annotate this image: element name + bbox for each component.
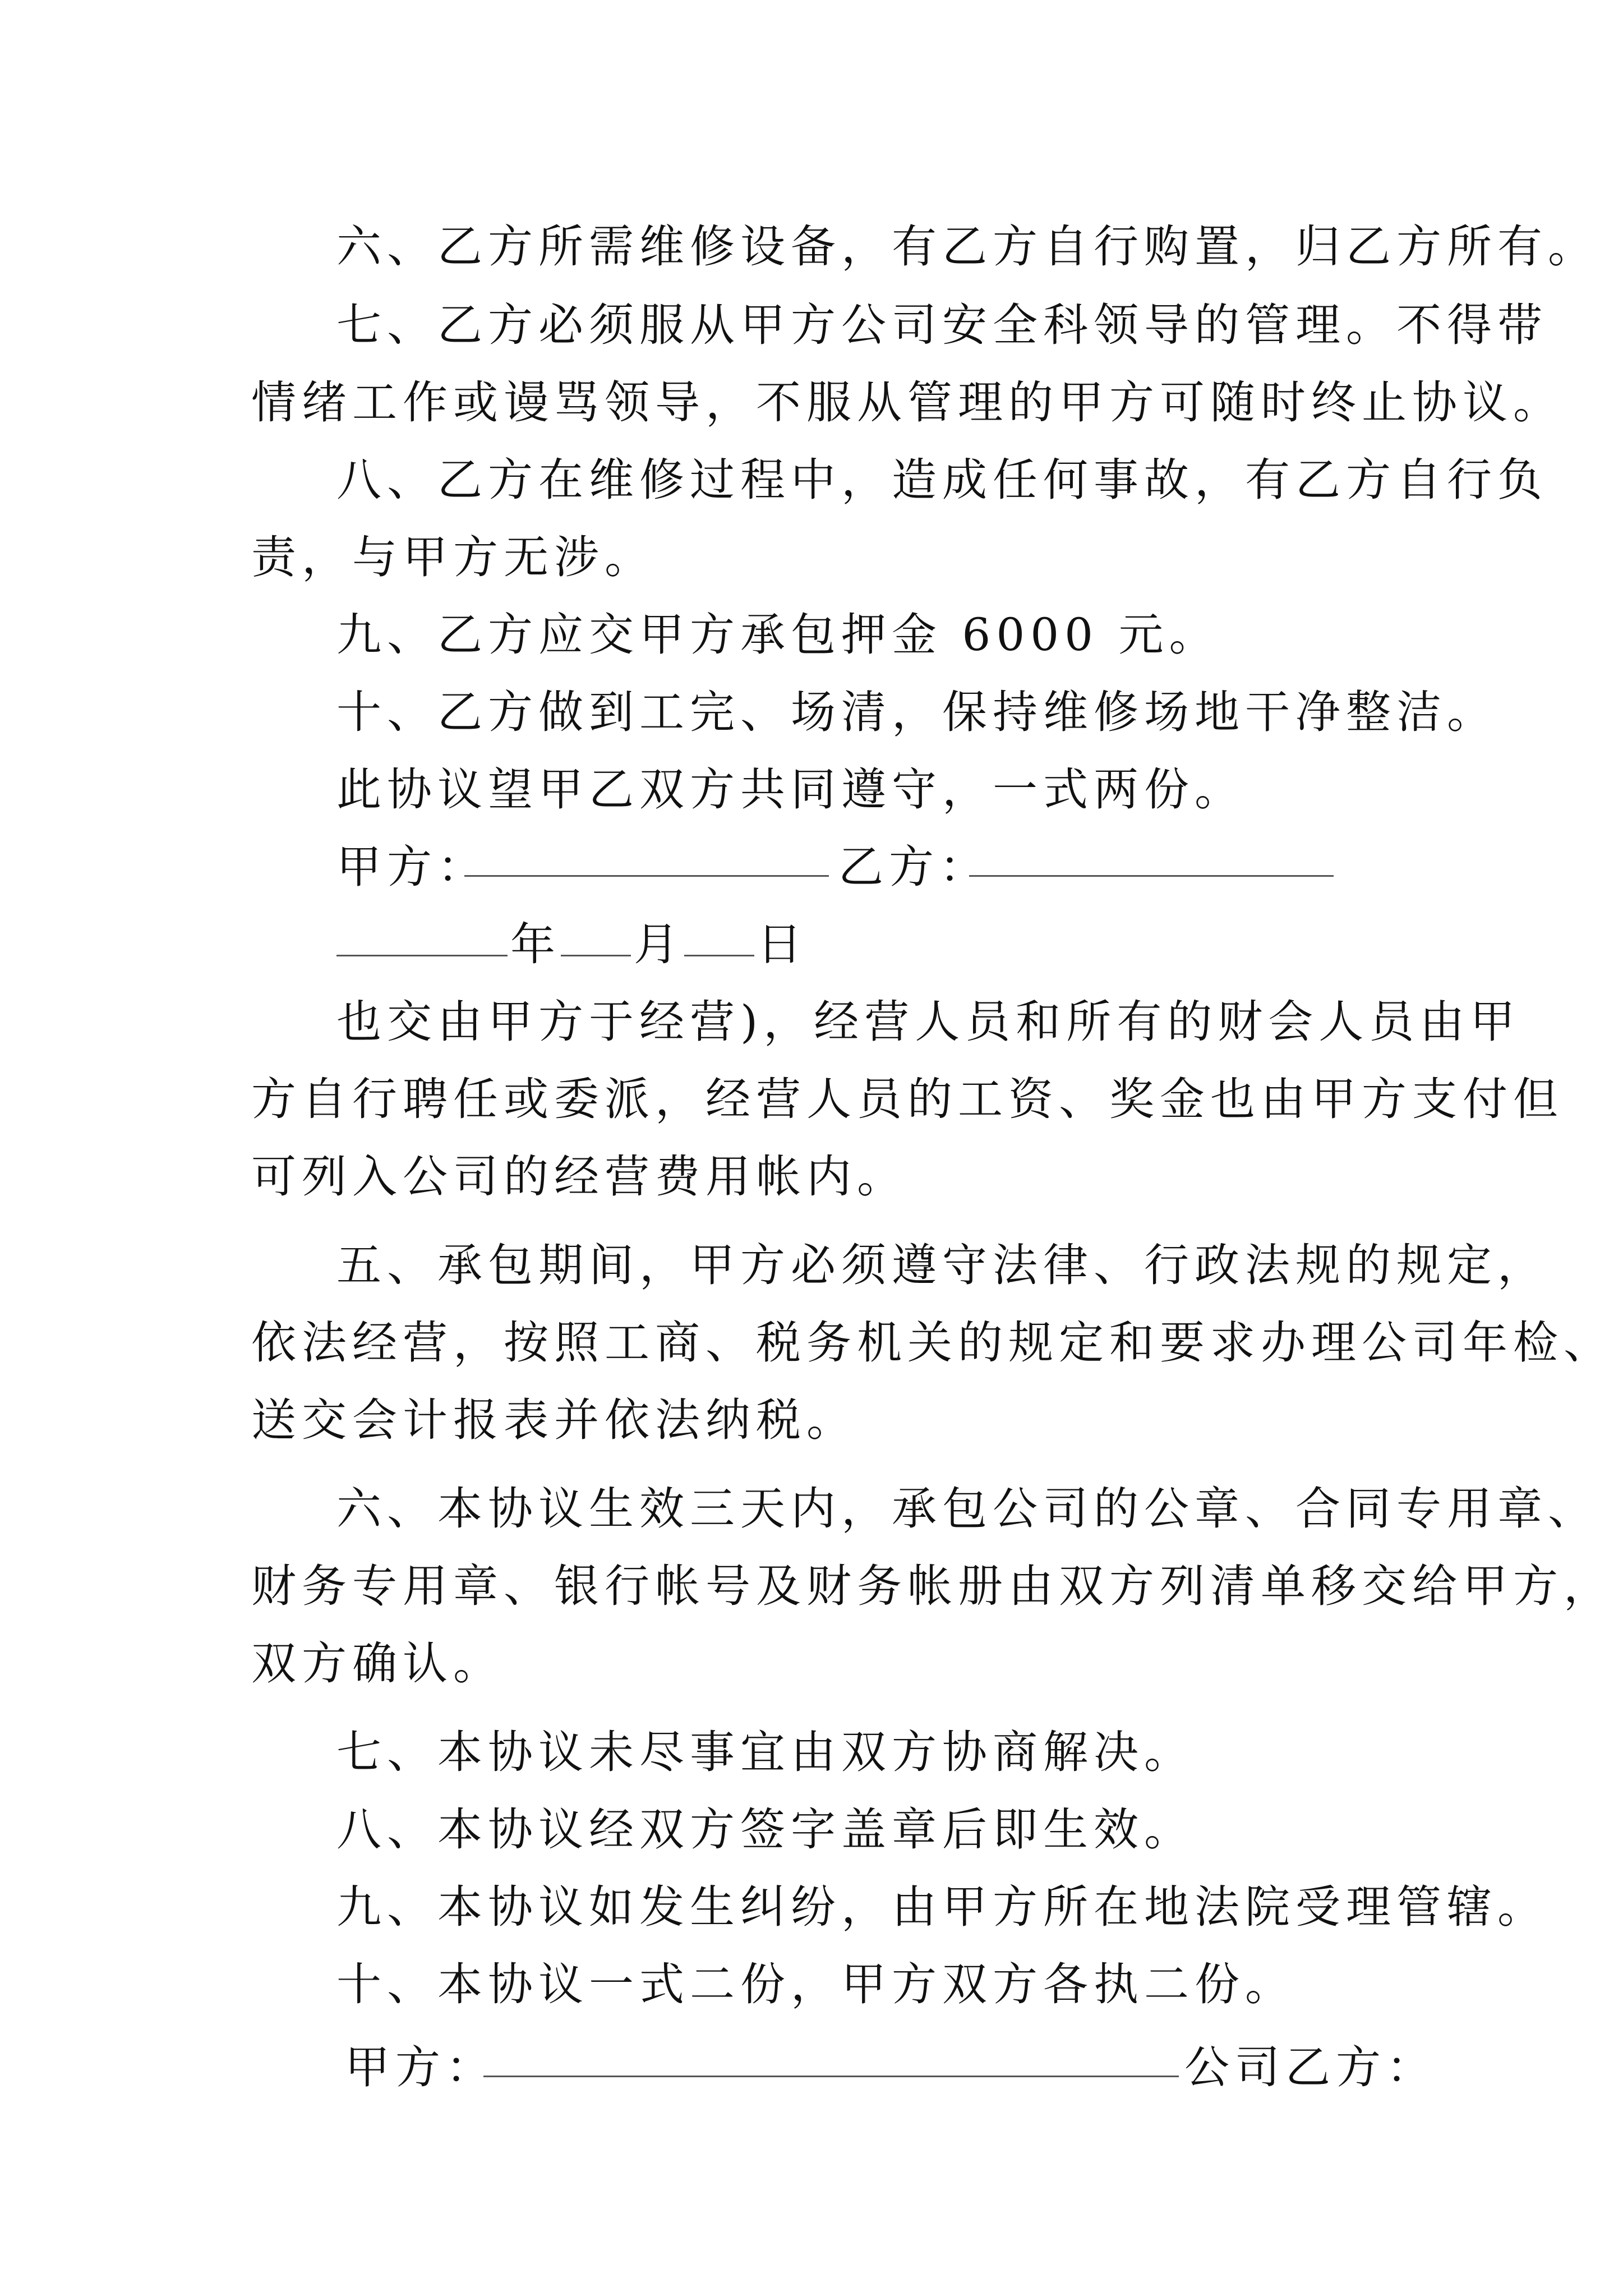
section-9-dispute: 九、本协议如发生纠纷，由甲方所在地法院受理管辖。 <box>336 1881 1548 1933</box>
section-6-line-3: 双方确认。 <box>251 1637 504 1690</box>
clause-8-line-2: 责，与甲方无涉。 <box>251 531 655 583</box>
section-8-effective: 八、本协议经双方签字盖章后即生效。 <box>336 1803 1195 1856</box>
day-label: 日 <box>757 918 808 970</box>
clause-7-line-2: 情绪工作或谩骂领导，不服从管理的甲方可随时终止协议。 <box>251 376 1564 429</box>
section-5-line-1: 五、承包期间，甲方必须遵守法律、行政法规的规定， <box>336 1239 1548 1291</box>
month-label: 月 <box>634 918 684 970</box>
section-6-line-2: 财务专用章、银行帐号及财务帐册由双方列清单移交给甲方， <box>251 1560 1614 1612</box>
party-a-blank-2 <box>483 2076 1179 2077</box>
year-label: 年 <box>510 918 561 970</box>
section-10-copies: 十、本协议一式二份，甲方双方各执二份。 <box>336 1958 1295 2010</box>
section-7-unresolved: 七、本协议未尽事宜由双方协商解决。 <box>336 1726 1195 1778</box>
section-6-line-1: 六、本协议生效三天内，承包公司的公章、合同专用章、 <box>336 1483 1598 1535</box>
clause-10-cleanup: 十、乙方做到工完、场清，保持维修场地干净整洁。 <box>336 686 1497 738</box>
clause-7-line-1: 七、乙方必须服从甲方公司安全科领导的管理。不得带 <box>336 299 1548 351</box>
clause-6-supply: 六、乙方所需维修设备，有乙方自行购置，归乙方所有。 <box>336 220 1598 273</box>
year-blank <box>336 955 508 956</box>
party-b-blank-1 <box>969 875 1334 877</box>
company-party-b-label: 公司乙方： <box>1184 2041 1437 2093</box>
agreement-closing: 此协议望甲乙双方共同遵守，一式两份。 <box>336 763 1245 816</box>
section-4-line-3: 可列入公司的经营费用帐内。 <box>251 1151 907 1203</box>
section-4-line-2: 方自行聘任或委派，经营人员的工资、奖金也由甲方支付但 <box>251 1073 1564 1125</box>
party-a-label-2: 甲方： <box>345 2041 496 2093</box>
party-a-blank-1 <box>464 875 829 877</box>
day-blank <box>684 955 754 956</box>
section-4-line-1: 也交由甲方于经营)，经营人员和所有的财会人员由甲 <box>336 996 1521 1048</box>
party-a-label-1: 甲方： <box>336 841 488 893</box>
month-blank <box>561 955 631 956</box>
section-5-line-2: 依法经营，按照工商、税务机关的规定和要求办理公司年检、 <box>251 1317 1614 1369</box>
party-b-label-1: 乙方： <box>838 841 990 893</box>
clause-9-deposit: 九、乙方应交甲方承包押金 6000 元。 <box>336 609 1220 661</box>
clause-8-line-1: 八、乙方在维修过程中，造成任何事故，有乙方自行负 <box>336 454 1548 506</box>
section-5-line-3: 送交会计报表并依法纳税。 <box>251 1394 857 1446</box>
